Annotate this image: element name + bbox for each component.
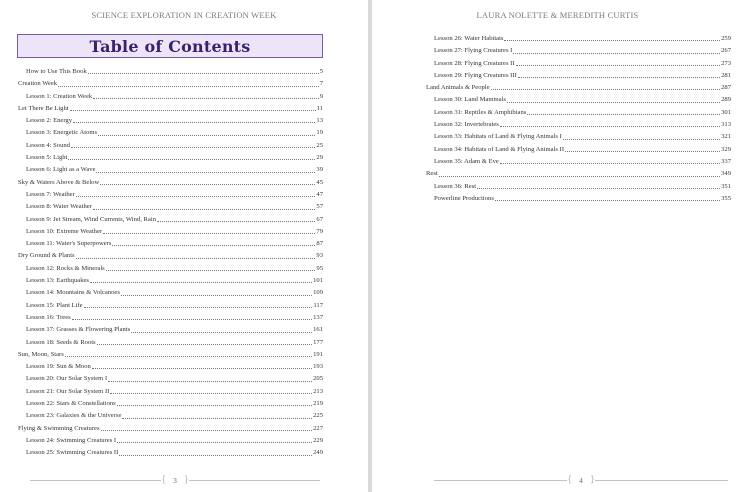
toc-entry-page-number: 191	[313, 350, 323, 358]
toc-entry-lesson[interactable]	[18, 447, 323, 459]
toc-entry-label: How to Use This Book	[26, 68, 87, 75]
footer-right	[434, 472, 728, 488]
toc-entry-page-number: 7	[319, 80, 323, 88]
toc-entry-label: Lesson 12: Rocks & Minerals	[26, 264, 105, 272]
dot-leader	[565, 151, 720, 152]
toc-entry-lesson[interactable]	[426, 33, 731, 45]
toc-entry-label: Lesson 21: Our Solar System II	[26, 387, 110, 395]
right-curly-brace-icon: }	[183, 474, 189, 485]
toc-entry-page-number: 355	[721, 194, 731, 202]
toc-entry-page-number: 225	[313, 412, 323, 420]
toc-entry-page-number: 337	[721, 157, 731, 165]
toc-entry-label: Lesson 13: Earthquakes	[26, 277, 89, 285]
dot-leader	[157, 221, 315, 222]
toc-entry-page-number: 177	[313, 338, 323, 346]
dot-leader	[110, 393, 312, 394]
toc-entry-page-number: 273	[721, 59, 731, 67]
toc-entry-lesson[interactable]	[426, 70, 731, 82]
dot-leader	[100, 184, 315, 185]
toc-entry-lesson[interactable]	[18, 164, 323, 176]
toc-entry-label: Sun, Moon, Stars	[18, 350, 64, 358]
toc-entry-label: Lesson 2: Energy	[26, 117, 73, 125]
toc-entry-lesson[interactable]	[18, 275, 323, 287]
running-head-right: LAURA NOLETTE & MEREDITH CURTIS	[476, 10, 639, 20]
dot-leader	[72, 319, 312, 320]
toc-entry-label: Land Animals & People	[426, 84, 490, 92]
toc-entry-label: Lesson 22: Stars & Constellations	[26, 400, 116, 408]
dot-leader	[507, 102, 720, 103]
toc-entry-lesson[interactable]	[426, 131, 731, 143]
dot-leader	[131, 332, 312, 333]
toc-entry-page-number: 287	[721, 84, 731, 92]
right-page	[372, 0, 743, 492]
toc-entry-lesson[interactable]	[18, 337, 323, 349]
toc-entry-page-number: 213	[313, 387, 323, 395]
toc-entry-page-number: 289	[721, 96, 731, 104]
toc-entry-section[interactable]	[18, 103, 323, 115]
dot-leader	[500, 163, 720, 164]
toc-entry-label: Lesson 23: Galaxies & the Universe	[26, 412, 122, 420]
toc-entry-lesson[interactable]	[426, 94, 731, 106]
toc-entry-lesson[interactable]	[18, 66, 323, 78]
toc-entry-page-number: 11	[316, 104, 323, 112]
toc-entry-page-number: 351	[721, 182, 731, 190]
toc-entry-label: Lesson 4: Sound	[26, 141, 70, 149]
toc-entry-label: Lesson 30: Land Mammals	[434, 96, 506, 104]
toc-entry-lesson[interactable]	[426, 181, 731, 193]
toc-list-right	[426, 33, 731, 205]
toc-entry-lesson[interactable]	[426, 107, 731, 119]
toc-entry-label: Lesson 31: Reptiles & Amphibians	[434, 108, 527, 116]
dot-leader	[68, 159, 315, 160]
toc-entry-label: Lesson 17: Grasses & Flowering Plants	[26, 326, 131, 334]
toc-entry-label: Lesson 11: Water's Superpowers	[26, 240, 112, 248]
toc-entry-label: Lesson 16: Trees	[26, 313, 71, 321]
toc-entry-label: Lesson 1: Creation Week	[26, 92, 93, 100]
toc-entry-label: Lesson 19: Sun & Moon	[26, 363, 91, 371]
toc-entry-label: Powerline Productions	[434, 194, 494, 202]
toc-entry-label: Lesson 32: Invertebrates	[434, 121, 499, 129]
dot-leader	[119, 455, 312, 456]
toc-entry-label: Lesson 6: Light as a Wave	[26, 166, 96, 174]
dot-leader	[491, 89, 721, 90]
footer-rule	[434, 480, 567, 481]
toc-entry-page-number: 313	[721, 121, 731, 129]
toc-entry-page-number: 205	[313, 375, 323, 383]
toc-list-left	[18, 66, 323, 460]
toc-entry-page-number: 67	[316, 215, 323, 223]
toc-entry-label: Lesson 7: Weather	[26, 190, 75, 198]
toc-entry-page-number: 301	[721, 108, 731, 116]
toc-entry-lesson[interactable]	[18, 226, 323, 238]
toc-entry-page-number: 93	[316, 252, 323, 260]
dot-leader	[527, 114, 720, 115]
footer-left	[30, 472, 320, 488]
toc-entry-lesson[interactable]	[18, 189, 323, 201]
toc-entry-label: Lesson 9: Jet Stream, Wind Currents, Wind, Rain	[26, 215, 156, 223]
toc-entry-lesson[interactable]	[426, 58, 731, 70]
dot-leader	[71, 147, 315, 148]
toc-entry-lesson[interactable]	[18, 410, 323, 422]
dot-leader	[76, 258, 316, 259]
toc-entry-page-number: 219	[313, 400, 323, 408]
toc-entry-lesson[interactable]	[18, 287, 323, 299]
toc-entry-lesson[interactable]	[18, 201, 323, 213]
toc-entry-label: Lesson 20: Our Solar System I	[26, 375, 108, 383]
toc-entry-lesson[interactable]	[18, 324, 323, 336]
toc-entry-label: Lesson 8: Water Weather	[26, 203, 92, 211]
toc-entry-lesson[interactable]	[18, 152, 323, 164]
toc-entry-page-number: 79	[316, 227, 323, 235]
toc-entry-page-number: 281	[721, 71, 731, 79]
dot-leader	[439, 176, 720, 177]
toc-entry-page-number: 39	[316, 166, 323, 174]
toc-entry-label: Lesson 33: Habitats of Land & Flying Animals I	[434, 133, 562, 141]
toc-entry-label: Sky & Waters Above & Below	[18, 178, 100, 186]
dot-leader	[500, 126, 720, 127]
left-curly-brace-icon: {	[161, 474, 167, 485]
left-page	[0, 0, 368, 492]
toc-entry-page-number: 329	[721, 145, 731, 153]
toc-entry-page-number: 227	[313, 424, 323, 432]
toc-entry-page-number: 25	[316, 141, 323, 149]
toc-entry-lesson[interactable]	[18, 238, 323, 250]
toc-entry-lesson[interactable]	[18, 386, 323, 398]
footer-rule	[595, 480, 728, 481]
toc-entry-page-number: 47	[316, 190, 323, 198]
toc-entry-label: Lesson 26: Water Habitats	[434, 35, 504, 42]
toc-entry-lesson[interactable]	[18, 115, 323, 127]
dot-leader	[88, 73, 319, 74]
toc-entry-section[interactable]	[18, 177, 323, 189]
toc-entry-label: Lesson 24: Swimming Creatures I	[26, 436, 117, 444]
toc-entry-label: Lesson 10: Extreme Weather	[26, 227, 103, 235]
toc-entry-page-number: 267	[721, 47, 731, 55]
dot-leader	[516, 65, 721, 66]
dot-leader	[563, 139, 720, 140]
toc-entry-lesson[interactable]	[426, 45, 731, 57]
dot-leader	[495, 200, 720, 201]
toc-title-box	[17, 34, 323, 58]
toc-entry-label: Lesson 28: Flying Creatures II	[434, 59, 515, 67]
toc-entry-section[interactable]	[18, 78, 323, 90]
toc-entry-lesson[interactable]	[18, 300, 323, 312]
toc-entry-page-number: 109	[313, 289, 323, 297]
page-number-right: 4	[579, 475, 583, 485]
dot-leader	[58, 86, 319, 87]
dot-leader	[504, 40, 720, 41]
toc-entry-page-number: 117	[313, 301, 323, 309]
toc-entry-label: Lesson 27: Flying Creatures I	[434, 47, 513, 55]
toc-entry-page-number: 95	[316, 264, 323, 272]
dot-leader	[518, 77, 720, 78]
dot-leader	[98, 135, 315, 136]
dot-leader	[93, 209, 316, 210]
toc-entry-page-number: 137	[313, 313, 323, 321]
toc-entry-lesson[interactable]	[18, 140, 323, 152]
toc-entry-page-number: 321	[721, 133, 731, 141]
toc-entry-label: Rest	[426, 170, 438, 178]
dot-leader	[117, 405, 312, 406]
dot-leader	[513, 53, 720, 54]
dot-leader	[73, 122, 315, 123]
dot-leader	[117, 442, 312, 443]
toc-entry-page-number: 259	[721, 35, 731, 42]
page-number-left: 3	[173, 475, 177, 485]
toc-entry-page-number: 29	[316, 154, 323, 162]
toc-entry-page-number: 9	[319, 92, 323, 100]
dot-leader	[477, 188, 720, 189]
toc-entry-section[interactable]	[426, 82, 731, 94]
toc-entry-section[interactable]	[426, 168, 731, 180]
dot-leader	[97, 344, 313, 345]
toc-entry-page-number: 87	[316, 240, 323, 248]
dot-leader	[103, 233, 315, 234]
dot-leader	[84, 307, 313, 308]
toc-entry-lesson[interactable]	[426, 156, 731, 168]
dot-leader	[92, 368, 312, 369]
toc-entry-label: Lesson 35: Adam & Eve	[434, 157, 499, 165]
toc-entry-lesson[interactable]	[18, 127, 323, 139]
toc-entry-section[interactable]	[18, 250, 323, 262]
toc-entry-label: Creation Week	[18, 80, 58, 88]
dot-leader	[108, 381, 312, 382]
toc-entry-page-number: 13	[316, 117, 323, 125]
dot-leader	[90, 282, 312, 283]
toc-entry-label: Lesson 36: Rest	[434, 182, 477, 190]
toc-entry-label: Lesson 3: Energetic Atoms	[26, 129, 98, 137]
toc-entry-page-number: 229	[313, 436, 323, 444]
dot-leader	[122, 418, 312, 419]
toc-entry-label: Let There Be Light	[18, 104, 69, 112]
toc-entry-label: Lesson 34: Habitats of Land & Flying Animals II	[434, 145, 565, 153]
left-curly-brace-icon: {	[567, 474, 573, 485]
dot-leader	[121, 295, 312, 296]
dot-leader	[106, 270, 316, 271]
toc-entry-lesson[interactable]	[426, 144, 731, 156]
toc-entry-page-number: 193	[313, 363, 323, 371]
toc-entry-section[interactable]	[18, 423, 323, 435]
toc-entry-lesson[interactable]	[18, 398, 323, 410]
running-head-left: SCIENCE EXPLORATION IN CREATION WEEK	[91, 10, 277, 20]
toc-entry-label: Flying & Swimming Creatures	[18, 424, 100, 432]
toc-entry-page-number: 45	[316, 178, 323, 186]
toc-title: Table of Contents	[89, 36, 251, 56]
toc-entry-lesson[interactable]	[18, 312, 323, 324]
toc-entry-label: Lesson 14: Mountains & Volcanoes	[26, 289, 120, 297]
toc-entry-lesson[interactable]	[426, 119, 731, 131]
toc-entry-lesson[interactable]	[18, 435, 323, 447]
footer-rule	[30, 480, 161, 481]
footer-rule	[189, 480, 320, 481]
toc-entry-label: Lesson 29: Flying Creatures III	[434, 71, 517, 79]
toc-entry-label: Lesson 5: Light	[26, 154, 68, 162]
dot-leader	[93, 98, 319, 99]
right-curly-brace-icon: }	[589, 474, 595, 485]
dot-leader	[76, 196, 316, 197]
dot-leader	[65, 356, 312, 357]
dot-leader	[70, 110, 316, 111]
toc-entry-lesson[interactable]	[426, 193, 731, 205]
toc-entry-page-number: 19	[316, 129, 323, 137]
toc-entry-lesson[interactable]	[18, 361, 323, 373]
toc-entry-lesson[interactable]	[18, 91, 323, 103]
dot-leader	[112, 245, 315, 246]
toc-entry-lesson[interactable]	[18, 214, 323, 226]
toc-entry-lesson[interactable]	[18, 263, 323, 275]
toc-entry-page-number: 5	[319, 68, 323, 75]
toc-entry-page-number: 161	[313, 326, 323, 334]
dot-leader	[101, 430, 313, 431]
toc-entry-page-number: 349	[721, 170, 731, 178]
toc-entry-label: Lesson 15: Plant Life	[26, 301, 83, 309]
dot-leader	[96, 172, 315, 173]
toc-entry-page-number: 57	[316, 203, 323, 211]
toc-entry-label: Lesson 18: Seeds & Roots	[26, 338, 96, 346]
toc-entry-label: Dry Ground & Plants	[18, 252, 75, 260]
toc-entry-page-number: 101	[313, 277, 323, 285]
toc-entry-label: Lesson 25: Swimming Creatures II	[26, 449, 119, 457]
toc-entry-section[interactable]	[18, 349, 323, 361]
toc-entry-lesson[interactable]	[18, 373, 323, 385]
toc-entry-page-number: 249	[313, 449, 323, 457]
